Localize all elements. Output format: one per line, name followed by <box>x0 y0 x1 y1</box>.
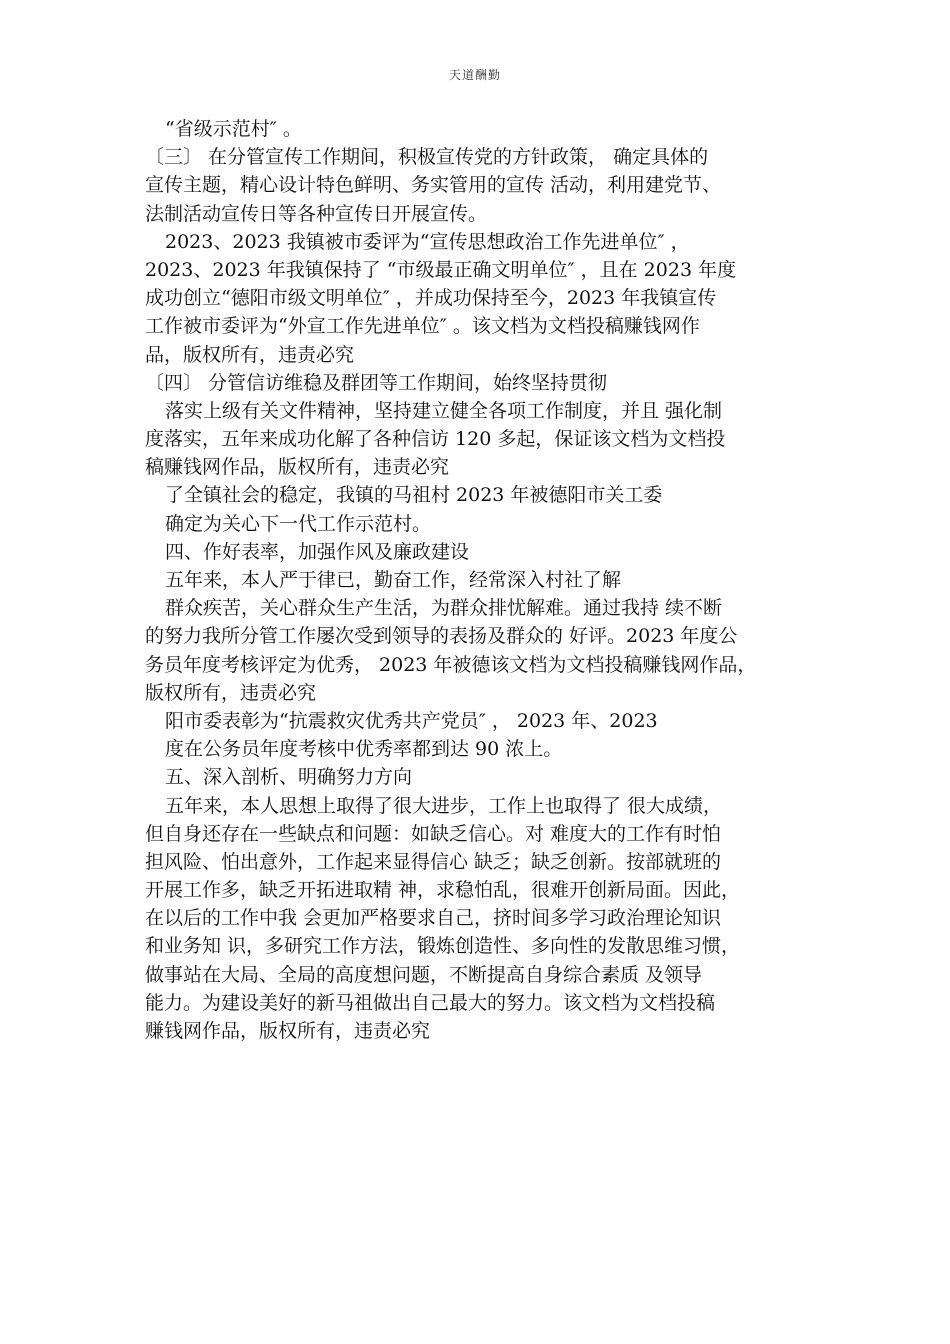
text-line: 2023、2023 年我镇保持了 “市级最正确文明单位″ ，且在 2023 年度 <box>145 258 737 281</box>
text-line: 开展工作多，缺乏开拓进取精 神，求稳怕乱，很难开创新局面。因此， <box>145 879 741 902</box>
text-line: 成功创立“德阳市级文明单位″ ，并成功保持至今，2023 年我镇宣传 <box>145 287 717 310</box>
text-line: 能力。为建设美好的新马祖做出自己最大的努力。该文档为文档投稿 <box>145 991 716 1014</box>
text-line: 确定为关心下一代工作示范村。 <box>165 512 432 535</box>
text-line: 品，版权所有，违责必究 <box>145 343 355 366</box>
text-line: 的努力我所分管工作屡次受到领导的表扬及群众的 好评。2023 年度公 <box>145 625 738 648</box>
section-heading: 五、深入剖析、明确努力方向 <box>165 766 413 789</box>
text-line: 五年来，本人严于律已，勤奋工作，经常深入村社了解 <box>165 569 622 591</box>
text-line: 了全镇社会的稳定，我镇的马祖村 2023 年被德阳市关工委 <box>165 484 663 507</box>
text-line: 工作被市委评为“外宣工作先进单位″ 。该文档为文档投稿赚钱网作 <box>145 315 700 338</box>
text-line: 〔四〕 分管信访维稳及群团等工作期间，始终坚持贯彻 <box>145 371 608 394</box>
text-line: 2023、2023 我镇被市委评为“宣传思想政治工作先进单位″ ， <box>165 230 690 253</box>
text-line: 宣传主题，精心设计特色鲜明、务实管用的宣传 活动，利用建党节、 <box>145 174 722 197</box>
text-line: 担风险、怕出意外，工作起来显得信心 缺乏；缺乏创新。按部就班的 <box>145 850 722 873</box>
text-line: 度在公务员年度考核中优秀率都到达 90 浓上。 <box>165 738 563 761</box>
text-line: 阳市委表彰为“抗震救灾优秀共产党员″ ， 2023 年、2023 <box>165 709 658 732</box>
text-line: “省级示范村″ 。 <box>165 118 302 140</box>
section-heading: 四、作好表率，加强作风及廉政建设 <box>165 540 470 563</box>
text-line: 版权所有，违责必究 <box>145 681 317 704</box>
text-line: 法制活动宣传日等各种宣传日开展宣传。 <box>145 202 488 225</box>
text-line: 但自身还存在一些缺点和问题：如缺乏信心。对 难度大的工作有时怕 <box>145 822 722 845</box>
text-line: 务员年度考核评定为优秀， 2023 年被德该文档为文档投稿赚钱网作品， <box>145 653 757 676</box>
text-line: 稿赚钱网作品，版权所有，违责必究 <box>145 456 450 479</box>
text-line: 五年来，本人思想上取得了很大进步，工作上也取得了 很大成绩， <box>165 794 723 817</box>
text-line: 赚钱网作品，版权所有，违责必究 <box>145 1020 431 1042</box>
text-line: 做事站在大局、全局的高度想问题，不断提高自身综合素质 及领导 <box>145 963 703 986</box>
text-line: 在以后的工作中我 会更加严格要求自己，挤时间多学习政治理论知识 <box>145 907 722 930</box>
text-line: 〔三〕 在分管宣传工作期间，积极宣传党的方针政策， 确定具体的 <box>145 146 709 169</box>
text-line: 群众疾苦，关心群众生产生活，为群众排忧解难。通过我持 续不断 <box>165 597 723 620</box>
document-body <box>145 115 817 1045</box>
text-line: 度落实，五年来成功化解了各种信访 120 多起，保证该文档为文档投 <box>145 428 726 451</box>
page-header: 天道酬勤 <box>448 68 501 82</box>
text-line: 落实上级有关文件精神，坚持建立健全各项工作制度，并且 强化制 <box>165 399 723 422</box>
text-line: 和业务知 识，多研究工作方法，锻炼创造性、多向性的发散思维习惯， <box>145 935 741 958</box>
